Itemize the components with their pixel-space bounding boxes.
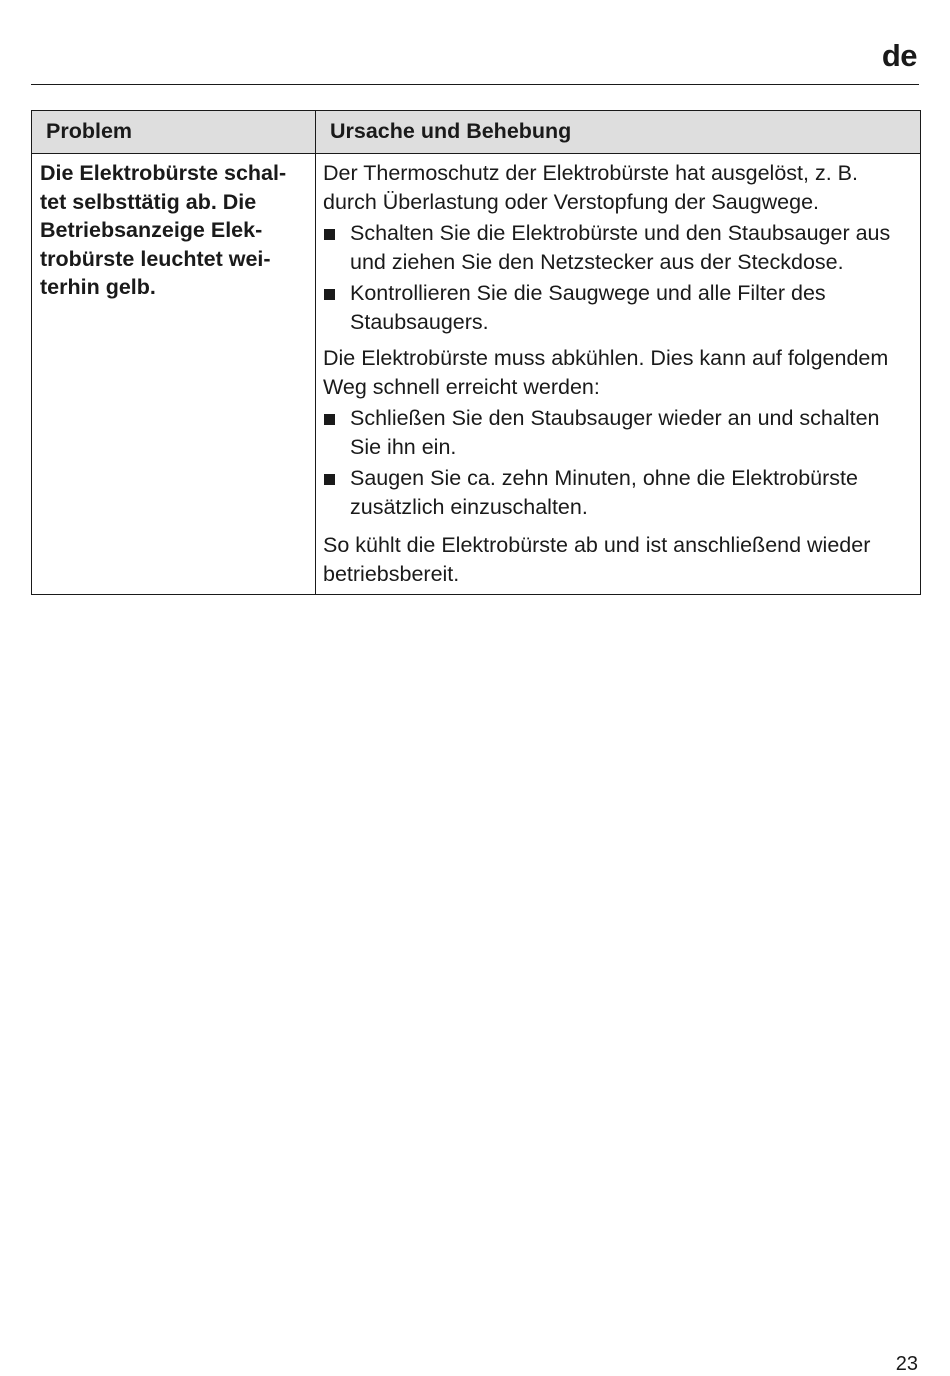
list-item-text: Schließen Sie den Staubsauger wieder an und schalten Sie ihn ein. xyxy=(350,406,880,459)
column-header-problem: Problem xyxy=(32,111,316,154)
list-item xyxy=(323,404,910,461)
cause-outro: So kühlt die Elektrobürste ab und ist anschließend wieder betriebsbereit. xyxy=(323,533,871,586)
troubleshooting-table xyxy=(31,110,921,595)
problem-cell: Die Elektrobürste schaltet selbsttätig ab. Die Betriebsanzeige Elektrobürste leuchtet weiterhin gelb. xyxy=(32,154,316,595)
square-bullet-icon xyxy=(324,289,335,300)
square-bullet-icon xyxy=(324,229,335,240)
table-header-row xyxy=(32,111,921,154)
list-item-text: Kontrollieren Sie die Saugwege und alle Filter des Staubsaugers. xyxy=(350,281,826,334)
list-item xyxy=(323,464,910,521)
list-item-text: Schalten Sie die Elektrobürste und den Staubsauger aus und ziehen Sie den Netzstecker aus der Steckdose. xyxy=(350,221,891,274)
column-header-cause: Ursache und Behebung xyxy=(316,111,921,154)
cause-cell xyxy=(316,154,921,595)
square-bullet-icon xyxy=(324,474,335,485)
cause-intro: Der Thermoschutz der Elektrobürste hat ausgelöst, z. B. durch Überlastung oder Verstopfung der Saugwege. xyxy=(323,161,858,214)
square-bullet-icon xyxy=(324,414,335,425)
list-item-text: Saugen Sie ca. zehn Minuten, ohne die Elektrobürste zusätzlich einzuschalten. xyxy=(350,466,858,519)
table-row xyxy=(32,154,921,595)
page-number: 23 xyxy=(895,1353,918,1375)
cause-middle: Die Elektrobürste muss abkühlen. Dies kann auf folgendem Weg schnell erreicht werden: xyxy=(323,346,889,399)
steps-list-2 xyxy=(323,404,910,521)
language-code: de xyxy=(881,38,917,73)
list-item xyxy=(323,279,910,336)
header-divider xyxy=(31,84,919,85)
steps-list-1 xyxy=(323,219,910,336)
list-item xyxy=(323,219,910,276)
